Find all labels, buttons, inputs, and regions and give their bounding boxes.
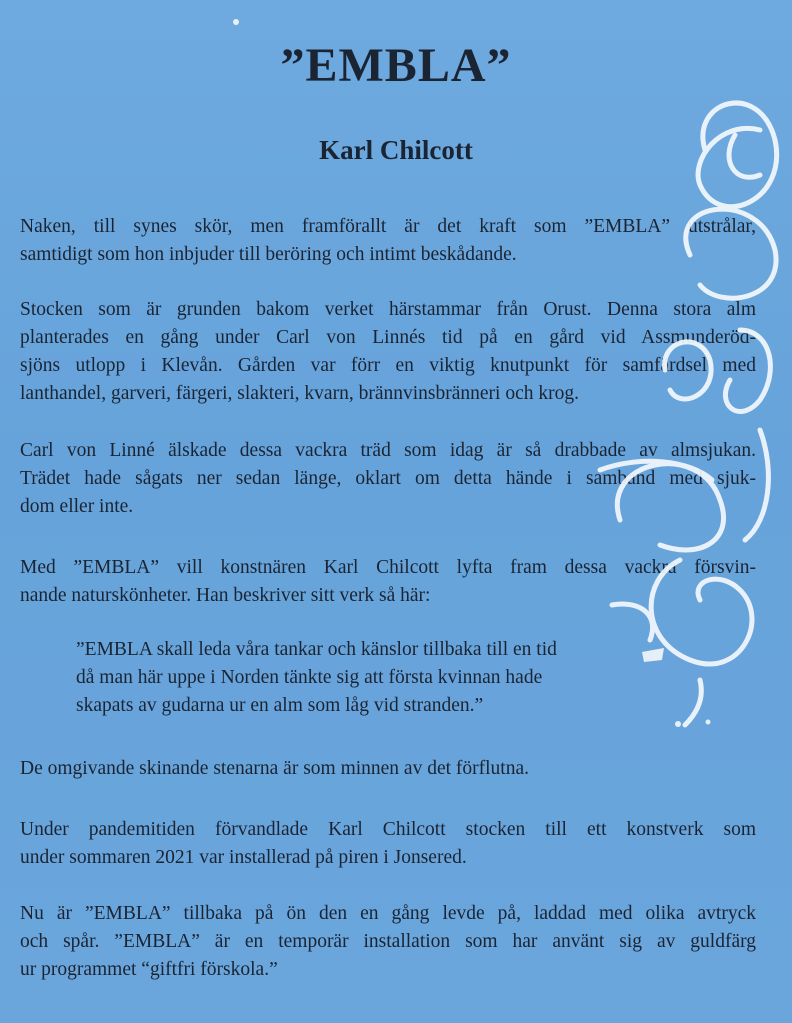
artist-quote <box>76 636 676 720</box>
paragraph-origin <box>20 296 756 408</box>
text-line: planterades en gång under Carl von Linnés tid på en gård vid Assmunderöd- <box>20 327 756 348</box>
sign-title: ”EMBLA” <box>280 39 512 92</box>
paragraph-now <box>20 900 756 984</box>
text-line: Carl von Linné älskade dessa vackra träd som idag är så drabbade av almsjukan. <box>20 440 756 461</box>
text-line: ur programmet “giftfri förskola.” <box>20 959 278 980</box>
text-line: sjöns utlopp i Klevån. Gården var förr en viktig knutpunkt för samfärdsel med <box>20 355 756 376</box>
text-line: Under pandemitiden förvandlade Karl Chilcott stocken till ett konstverk som <box>20 819 756 840</box>
quote-line: skapats av gudarna ur en alm som låg vid stranden.” <box>76 695 484 716</box>
artist-name: Karl Chilcott <box>319 135 473 165</box>
quote-line: ”EMBLA skall leda våra tankar och känslor tillbaka till en tid <box>76 639 557 660</box>
paragraph-stones <box>20 755 756 783</box>
quote-line: då man här uppe i Norden tänkte sig att första kvinnan hade <box>76 667 543 688</box>
text-line: och spår. ”EMBLA” är en temporär installation som har använt sig av guldfärg <box>20 931 756 952</box>
paragraph-linne <box>20 437 756 521</box>
text-line: nande naturskönheter. Han beskriver sitt verk så här: <box>20 585 431 606</box>
text-line: dom eller inte. <box>20 496 134 517</box>
text-line: Med ”EMBLA” vill konstnären Karl Chilcott lyfta fram dessa vackra försvin- <box>20 557 756 578</box>
text-line: samtidigt som hon inbjuder till beröring och intimt beskådande. <box>20 244 517 265</box>
paragraph-pandemic <box>20 816 756 872</box>
text-line: Naken, till synes skör, men framförallt är det kraft som ”EMBLA” utstrålar, <box>20 216 756 237</box>
text-line: lanthandel, garveri, färgeri, slakteri, kvarn, brännvinsbränneri och krog. <box>20 383 579 404</box>
text-line: under sommaren 2021 var installerad på piren i Jonsered. <box>20 847 467 868</box>
text-line: Trädet hade sågats ner sedan länge, oklart om detta hände i samband med sjuk- <box>20 468 756 489</box>
paragraph-artist <box>20 554 756 610</box>
text-line: De omgivande skinande stenarna är som minnen av det förflutna. <box>20 758 530 779</box>
text-line: Nu är ”EMBLA” tillbaka på ön den en gång levde på, laddad med olika avtryck <box>20 903 756 924</box>
text-line: Stocken som är grunden bakom verket härstammar från Orust. Denna stora alm <box>20 299 756 320</box>
paragraph-intro <box>20 213 756 269</box>
